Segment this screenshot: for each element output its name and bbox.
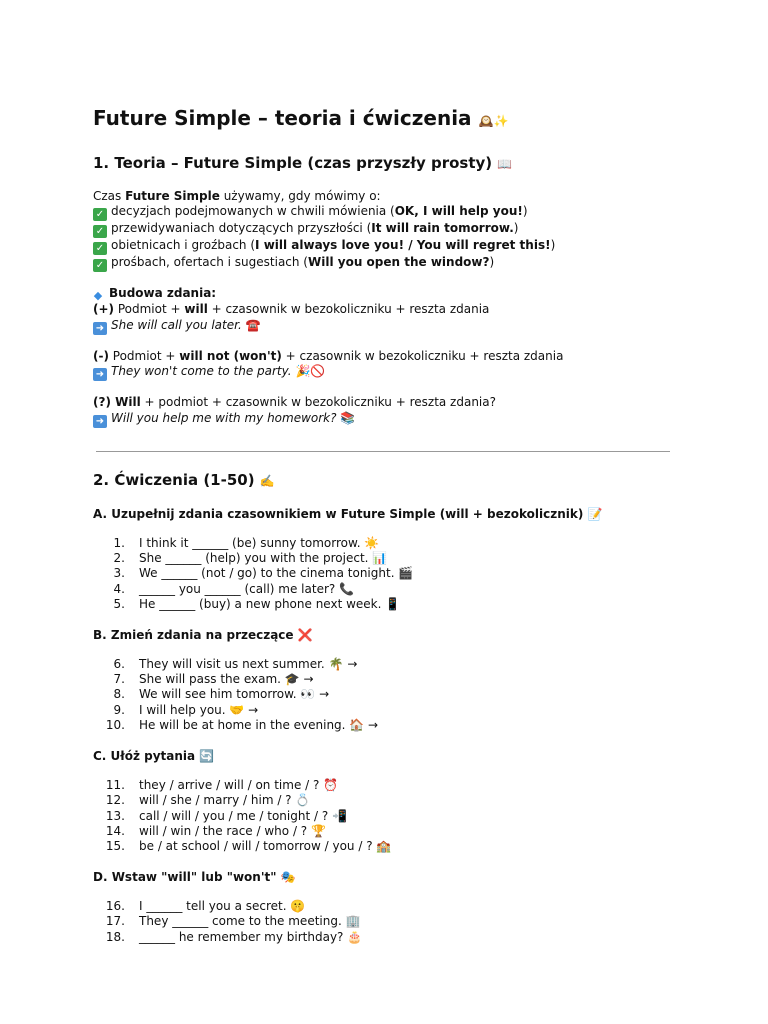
exercise-parts [93,506,671,945]
check-mark-icon: ✓ [93,208,107,221]
blue-diamond-icon: ◆ [93,289,103,303]
use-item-bold: Will you open the window? [308,255,490,270]
negative-post: + czasownik w bezokoliczniku + reszta zdania [281,348,564,363]
exercise-item [93,824,671,839]
question-form [93,395,671,410]
section-theory-heading-text: 1. Teoria – Future Simple (czas przyszły prosty) [93,154,493,172]
exercise-text: ______ he remember my birthday? 🎂 [139,929,363,944]
exercise-list [93,657,671,734]
question-example-text: Will you help me with my homework? [111,410,337,425]
negative-bold: will not (won't) [179,348,282,363]
exercise-item [93,703,671,718]
exercise-item [93,672,671,687]
exercise-text: they / arrive / will / on time / ? ⏰ [139,777,339,792]
positive-post: + czasownik w bezokoliczniku + reszta zdania [207,302,490,317]
negative-example [93,364,671,381]
exercise-text: ______ you ______ (call) me later? 📞 [139,581,355,596]
exercise-text: She ______ (help) you with the project. 📊 [139,551,388,566]
negative-block [93,349,671,381]
use-item [93,221,671,238]
use-item-end: ) [513,221,519,236]
exercise-item [93,839,671,854]
exercise-list [93,536,671,613]
exercise-number: 16. [105,898,125,913]
exercise-number: 17. [105,914,125,929]
uses-list [93,204,671,272]
use-item [93,238,671,255]
page-title-text: Future Simple – teoria i ćwiczenia [93,106,472,130]
right-arrow-icon: ➜ [93,368,107,381]
exercise-number: 3. [113,566,125,581]
exercise-list [93,899,671,945]
exercise-list [93,778,671,855]
exercise-item [93,914,671,929]
positive-bold: will [184,302,208,317]
question-mark: (?) [93,395,111,410]
exercise-text: call / will / you / me / tonight / ? 📲 [139,808,347,823]
exercise-part-heading-text: A. Uzupełnij zdania czasownikiem w Future Simple (will + bezokolicznik) [93,506,584,521]
structure-block [93,286,671,334]
exercise-part-heading-text: B. Zmień zdania na przeczące [93,627,294,642]
exercise-part-icon: ❌ [297,627,313,642]
exercise-item [93,930,671,945]
use-item-end: ) [550,238,556,253]
exercise-text: We ______ (not / go) to the cinema tonight. 🎬 [139,566,414,581]
exercise-item [93,566,671,581]
exercise-part-heading-text: C. Ułóż pytania [93,748,196,763]
exercise-part-heading [93,748,671,764]
positive-form [93,302,671,317]
exercise-item [93,687,671,702]
exercise-item [93,718,671,733]
exercise-number: 14. [105,823,125,838]
use-item-end: ) [522,204,528,219]
exercise-item [93,899,671,914]
theory-intro [93,189,671,272]
exercise-number: 13. [105,808,125,823]
exercise-text: He ______ (buy) a new phone next week. 📱 [139,597,401,612]
section-theory-heading [93,152,671,175]
exercise-item [93,551,671,566]
check-mark-icon: ✓ [93,225,107,238]
use-item-bold: I will always love you! / You will regret this! [255,238,551,253]
exercise-text: She will pass the exam. 🎓 → [139,672,314,687]
use-item-text: decyzjach podejmowanych w chwili mówienia ( [111,204,395,219]
negative-form [93,349,671,364]
positive-mark: (+) [93,302,115,317]
intro-prefix: Czas [93,189,126,203]
exercise-number: 2. [113,551,125,566]
page-title [93,104,671,135]
exercise-text: I will help you. 🤝 → [139,702,259,717]
right-arrow-icon: ➜ [93,415,107,428]
exercise-number: 8. [113,687,125,702]
exercise-item [93,582,671,597]
section-exercises-heading [93,469,671,492]
exercise-text: I think it ______ (be) sunny tomorrow. ☀️ [139,535,380,550]
section-divider [96,451,670,452]
exercise-part-icon: 🔄 [199,748,215,763]
question-post: + podmiot + czasownik w bezokoliczniku + reszta zdania? [140,395,496,410]
exercise-item [93,778,671,793]
writing-hand-icon: ✍️ [259,473,275,488]
exercise-part-heading-text: D. Wstaw "will" lub "won't" [93,869,277,884]
books-icon: 📚 [340,410,356,425]
exercise-item [93,793,671,808]
section-exercises-heading-text: 2. Ćwiczenia (1-50) [93,470,255,489]
exercise-item [93,536,671,551]
book-icon: 📖 [497,157,513,171]
exercise-number: 11. [105,777,125,792]
exercise-item [93,809,671,824]
exercise-text: be / at school / will / tomorrow / you / ? 🏫 [139,839,392,854]
exercise-text: They will visit us next summer. 🌴 → [139,656,358,671]
exercise-number: 18. [105,929,125,944]
structure-label: Budowa zdania: [109,286,217,301]
exercise-number: 5. [113,597,125,612]
exercise-number: 1. [113,535,125,550]
exercise-item [93,657,671,672]
positive-example [93,318,671,335]
exercise-number: 12. [105,793,125,808]
intro-suffix: używamy, gdy mówimy o: [219,189,381,203]
use-item-bold: It will rain tomorrow. [371,221,514,236]
negative-example-text: They won't come to the party. [111,364,292,379]
question-example [93,411,671,428]
exercise-part-heading [93,627,671,643]
structure-label-line [93,286,671,302]
use-item-end: ) [489,255,495,270]
positive-pre: Podmiot + [114,302,185,317]
exercise-text: We will see him tomorrow. 👀 → [139,687,330,702]
exercise-number: 7. [113,672,125,687]
use-item [93,204,671,221]
intro-bold: Future Simple [125,189,220,203]
question-block [93,395,671,427]
exercise-text: They ______ come to the meeting. 🏢 [139,914,361,929]
exercise-text: He will be at home in the evening. 🏠 → [139,718,379,733]
negative-mark: (-) [93,348,109,363]
exercise-text: will / she / marry / him / ? 💍 [139,793,311,808]
clock-sparkles-icon: 🕰️✨ [478,114,509,128]
use-item-text: prośbach, ofertach i sugestiach ( [111,255,308,270]
exercise-text: will / win / the race / who / ? 🏆 [139,823,326,838]
negative-pre: Podmiot + [108,348,180,363]
right-arrow-icon: ➜ [93,322,107,335]
exercise-number: 6. [113,656,125,671]
exercise-text: I ______ tell you a secret. 🤫 [139,898,306,913]
exercise-part-icon: 🎭 [280,869,296,884]
exercise-number: 9. [113,702,125,717]
use-item-text: obietnicach i groźbach ( [111,238,256,253]
telephone-icon: ☎️ [245,317,261,332]
intro-line [93,189,671,204]
exercise-part-heading [93,506,671,522]
exercise-part-icon: 📝 [587,506,603,521]
exercise-item [93,597,671,612]
question-bold: Will [110,395,141,410]
exercise-part-heading [93,869,671,885]
document-content [93,104,671,945]
use-item-bold: OK, I will help you! [394,204,523,219]
use-item-text: przewidywaniach dotyczących przyszłości ( [111,221,372,236]
use-item [93,255,671,272]
exercise-number: 10. [105,718,125,733]
party-no-entry-icon: 🎉🚫 [295,364,326,379]
check-mark-icon: ✓ [93,259,107,272]
exercise-number: 15. [105,839,125,854]
positive-example-text: She will call you later. [111,317,242,332]
exercise-number: 4. [113,581,125,596]
check-mark-icon: ✓ [93,242,107,255]
